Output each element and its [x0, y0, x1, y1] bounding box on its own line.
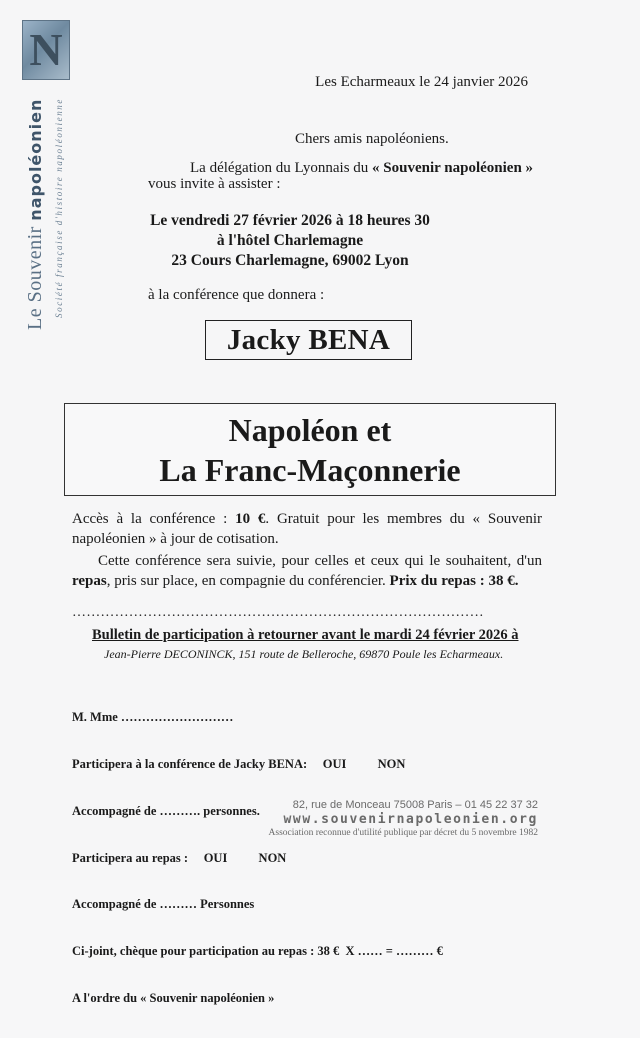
- speaker-box: Jacky BENA: [205, 320, 412, 360]
- footer-website: www.souvenirnapoleonien.org: [283, 812, 538, 827]
- meal-text: Cette conférence sera suivie, pour celles et ceux qui le souhaitent, d'un: [98, 553, 542, 569]
- greeting: Chers amis napoléoniens.: [295, 131, 449, 147]
- form-line-conference: Participera à la conférence de Jacky BENA: OUI NON: [72, 756, 406, 771]
- talk-title-box: [64, 403, 556, 496]
- invitation-prefix: La délégation du Lyonnais du: [190, 160, 373, 176]
- meal-text-rest: , pris sur place, en compagnie du conférencier.: [106, 573, 390, 589]
- form-line-companions: Accompagné de ………. personnes.: [72, 803, 260, 818]
- form-line-cheque: Ci-joint, chèque pour participation au repas : 38 € X …… = ……… €: [72, 944, 443, 959]
- form-line-meal-companions: Accompagné de ……… Personnes: [72, 897, 255, 912]
- meal-word: repas: [72, 573, 107, 589]
- dotted-separator: ……………………………………………………………………………: [72, 605, 484, 620]
- access-price: 10 €: [235, 511, 266, 527]
- letterhead-title-plain: Le Souvenir: [24, 220, 46, 330]
- access-text: Accès à la conférence :: [72, 511, 236, 527]
- invitation-society: « Souvenir napoléonien »: [372, 160, 534, 176]
- pricing-paragraph: [72, 509, 542, 549]
- form-line-meal: Participera au repas : OUI NON: [72, 850, 287, 865]
- letterhead-subtitle: Société française d'histoire napoléonienne: [54, 97, 64, 318]
- footer-recognition: Association reconnue d'utilité publique par décret du 5 novembre 1982: [268, 828, 538, 838]
- talk-title-line-1: Napoléon et: [228, 412, 392, 448]
- access-text-rest: . Gratuit pour les membres du « Souvenir napoléonien » à jour de cotisation.: [72, 511, 543, 547]
- return-address: Jean-Pierre DECONINCK, 151 route de Belleroche, 69870 Poule les Echarmeaux.: [104, 647, 504, 661]
- meal-price: Prix du repas : 38 €.: [389, 573, 519, 589]
- event-date: Le vendredi 27 février 2026 à 18 heures 30: [150, 212, 430, 229]
- invitation-line-1: [190, 160, 533, 177]
- meal-paragraph: [72, 551, 542, 591]
- footer-address: 82, rue de Monceau 75008 Paris – 01 45 22 37 32: [292, 799, 538, 811]
- letterhead-title-bold: napoléonien: [26, 98, 45, 221]
- form-line-payee: A l'ordre du « Souvenir napoléonien »: [72, 990, 275, 1005]
- logo-letter: N: [29, 24, 63, 75]
- talk-title-line-2: La Franc-Maçonnerie: [159, 452, 461, 488]
- society-logo: [22, 20, 70, 80]
- date-line: Les Echarmeaux le 24 janvier 2026: [315, 74, 528, 90]
- bulletin-heading: Bulletin de participation à retourner avant le mardi 24 février 2026 à: [92, 627, 519, 643]
- form-line-name: M. Mme ………………………: [72, 710, 234, 725]
- registration-form: [72, 679, 443, 1038]
- conference-intro: à la conférence que donnera :: [148, 287, 325, 303]
- event-venue: à l'hôtel Charlemagne: [216, 232, 364, 249]
- event-address: 23 Cours Charlemagne, 69002 Lyon: [171, 252, 409, 269]
- vertical-letterhead: [20, 90, 70, 330]
- invitation-line-2: vous invite à assister :: [148, 176, 281, 192]
